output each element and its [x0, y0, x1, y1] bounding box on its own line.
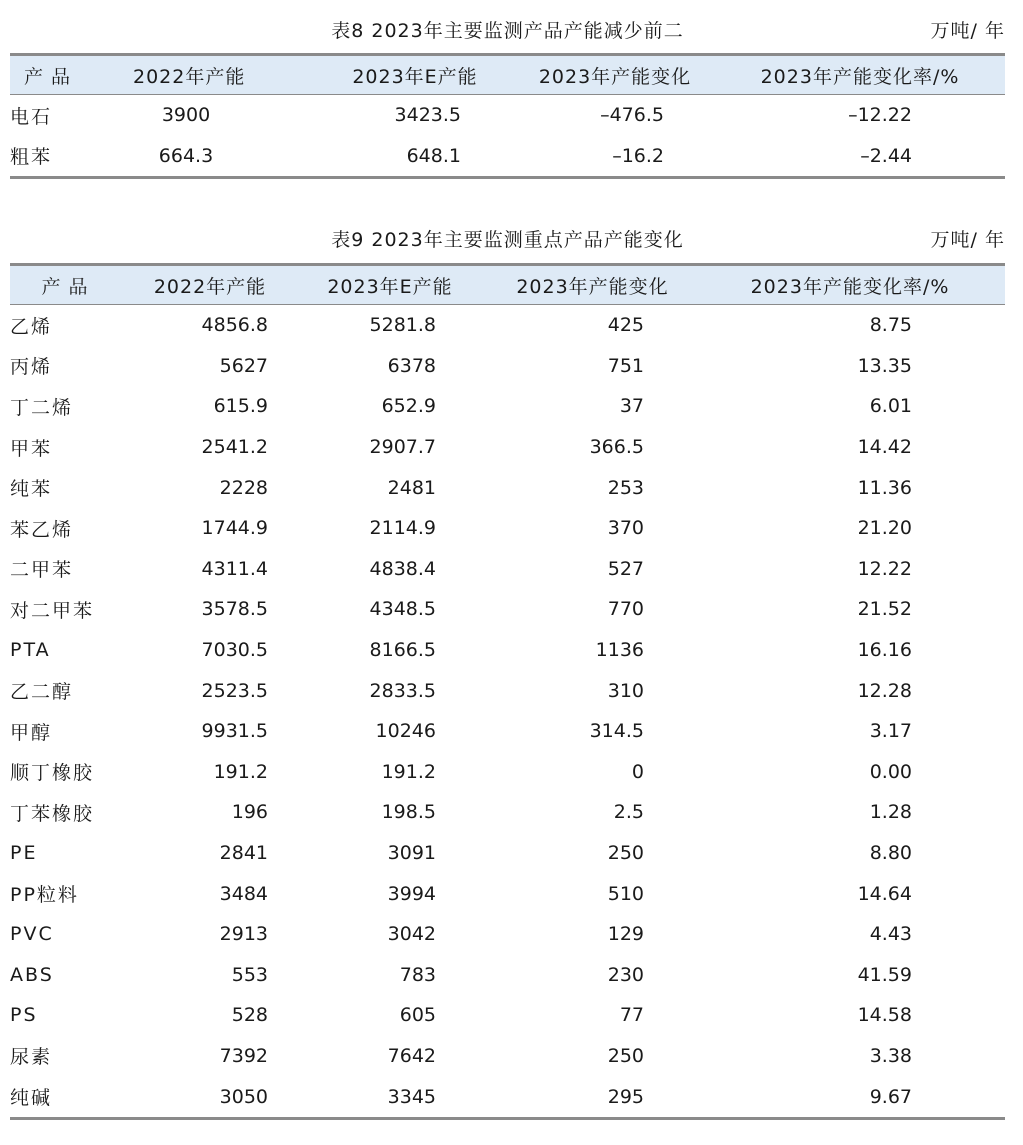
table9-cell-product: 乙二醇 [10, 681, 74, 704]
table8-cell-2023e-capacity: 648.1 [315, 136, 515, 178]
table8-header-product: 产 品 [10, 55, 115, 95]
table9-cell-2022-capacity: 4856.8 [201, 314, 268, 337]
table9-cell-2023e-capacity: 4348.5 [369, 598, 436, 621]
table9-cell-product: 苯乙烯 [10, 518, 74, 541]
table-row [10, 467, 1005, 508]
table9-cell-product: 对二甲苯 [10, 599, 95, 622]
table9-header-rate: 2023年产能变化率/% [695, 265, 1005, 305]
table9-cell-2022-capacity: 2523.5 [201, 679, 268, 702]
table9-cell-capacity-change: 770 [607, 598, 644, 621]
table9-cell-product: 丁二烯 [10, 396, 74, 419]
table-row [10, 873, 1005, 914]
table9-header-row [10, 265, 1005, 305]
table8-cell-product: 粗苯 [10, 136, 115, 178]
table-row [10, 752, 1005, 793]
table9-cell-product: PP粒料 [10, 884, 79, 907]
table-row [10, 914, 1005, 955]
table9-cell-capacity-change: 253 [607, 476, 644, 499]
table9-cell-2022-capacity: 3484 [219, 882, 268, 905]
table9-cell-capacity-change: 425 [607, 314, 644, 337]
table9-cell-2023e-capacity: 6378 [387, 354, 436, 377]
table9-header-2022: 2022年产能 [130, 265, 290, 305]
table9-cell-capacity-change: 0 [631, 760, 644, 783]
table9-cell-2023e-capacity: 3091 [387, 842, 436, 865]
table9-cell-change-rate: 12.22 [857, 557, 912, 580]
table9-cell-2023e-capacity: 783 [399, 963, 436, 986]
table-row [10, 955, 1005, 996]
table9-cell-product: 丙烯 [10, 356, 53, 379]
table9-cell-change-rate: 14.58 [857, 1004, 912, 1027]
table9-cell-change-rate: 41.59 [857, 963, 912, 986]
table9-cell-product: PS [10, 1004, 38, 1027]
table9-cell-2022-capacity: 9931.5 [201, 720, 268, 743]
table9-cell-change-rate: 4.43 [869, 923, 912, 946]
table-row [10, 346, 1005, 387]
table-row [10, 1076, 1005, 1118]
table9-cell-change-rate: 1.28 [869, 801, 912, 824]
table-row [10, 508, 1005, 549]
table8-cell-2022-capacity: 3900 [161, 104, 211, 127]
table9-cell-2022-capacity: 2541.2 [201, 436, 268, 459]
table9-cell-change-rate: 16.16 [857, 639, 912, 662]
table9-cell-product: 丁苯橡胶 [10, 802, 95, 825]
table9-caption: 表9 2023年主要监测重点产品产能变化 [331, 229, 684, 251]
table8-header-row [10, 55, 1005, 95]
table-row [10, 792, 1005, 833]
table9-cell-change-rate: 21.52 [857, 598, 912, 621]
table8-cell-2023e-capacity: 3423.5 [394, 104, 461, 127]
table-row [10, 711, 1005, 752]
table8-cell-product: 电石 [10, 105, 53, 128]
table9-cell-2023e-capacity: 2481 [387, 476, 436, 499]
table9-header-product: 产 品 [10, 265, 130, 305]
table9-cell-2022-capacity: 553 [231, 963, 268, 986]
table9-cell-2023e-capacity: 4838.4 [369, 557, 436, 580]
table9-cell-change-rate: 6.01 [869, 395, 912, 418]
table9-cell-2022-capacity: 2841 [219, 842, 268, 865]
table9-cell-2022-capacity: 3578.5 [201, 598, 268, 621]
table9-cell-change-rate: 3.38 [869, 1044, 912, 1067]
table9-cell-change-rate: 8.75 [869, 314, 912, 337]
table9-cell-2022-capacity: 191.2 [213, 760, 268, 783]
table9-header-change: 2023年产能变化 [490, 265, 695, 305]
table9-cell-change-rate: 8.80 [869, 842, 912, 865]
table8-cell-2022-capacity: 664.3 [115, 136, 315, 178]
table9-cell-capacity-change: 310 [607, 679, 644, 702]
table9-caption-row [10, 226, 1005, 254]
table9-cell-2023e-capacity: 2114.9 [369, 517, 436, 540]
table9-cell-product: 甲醇 [10, 721, 53, 744]
table-row [10, 549, 1005, 590]
table9-cell-capacity-change: 751 [607, 354, 644, 377]
table8-header-rate: 2023年产能变化率/% [715, 55, 1005, 95]
table9-cell-2022-capacity: 4311.4 [201, 557, 268, 580]
table9-cell-product: 顺丁橡胶 [10, 762, 95, 785]
table8 [10, 53, 1005, 179]
table9-cell-change-rate: 3.17 [869, 720, 912, 743]
table9-cell-2022-capacity: 7392 [219, 1044, 268, 1067]
table9-cell-product: PVC [10, 923, 54, 946]
table9-cell-2023e-capacity: 652.9 [381, 395, 436, 418]
table9-cell-2022-capacity: 528 [231, 1004, 268, 1027]
table8-caption-row [10, 17, 1005, 45]
table8-unit: 万吨/ 年 [930, 20, 1005, 42]
table9-cell-change-rate: 13.35 [857, 354, 912, 377]
table9-cell-capacity-change: 370 [607, 517, 644, 540]
table8-header-change: 2023年产能变化 [515, 55, 715, 95]
table9-cell-2023e-capacity: 198.5 [381, 801, 436, 824]
table9-cell-2023e-capacity: 8166.5 [369, 639, 436, 662]
table9-cell-2023e-capacity: 605 [399, 1004, 436, 1027]
table-row [10, 833, 1005, 874]
table9-cell-capacity-change: 295 [490, 1076, 695, 1118]
table9-cell-capacity-change: 129 [607, 923, 644, 946]
table9-cell-2022-capacity: 5627 [219, 354, 268, 377]
table9-cell-2023e-capacity: 191.2 [381, 760, 436, 783]
table9-cell-2023e-capacity: 3994 [387, 882, 436, 905]
table8-cell-change-rate: –12.22 [848, 104, 912, 127]
table8-cell-capacity-change: –476.5 [600, 104, 664, 127]
table9-cell-2023e-capacity: 2907.7 [369, 436, 436, 459]
table9-cell-product: 二甲苯 [10, 559, 74, 582]
table9-cell-2022-capacity: 196 [231, 801, 268, 824]
table9-cell-product: PE [10, 842, 38, 865]
table9-cell-capacity-change: 366.5 [589, 436, 644, 459]
table9-cell-2023e-capacity: 10246 [375, 720, 436, 743]
table9-header-2023e: 2023年E产能 [290, 265, 490, 305]
table9-cell-capacity-change: 250 [607, 842, 644, 865]
table9-cell-2022-capacity: 2228 [219, 476, 268, 499]
table9-cell-2023e-capacity: 3345 [290, 1076, 490, 1118]
table-row [10, 386, 1005, 427]
table-row [10, 995, 1005, 1036]
table9-cell-change-rate: 11.36 [857, 476, 912, 499]
table9-cell-capacity-change: 37 [619, 395, 644, 418]
table9-cell-product: 乙烯 [10, 315, 53, 338]
table9-cell-2023e-capacity: 5281.8 [369, 314, 436, 337]
table9-cell-change-rate: 14.64 [857, 882, 912, 905]
table9-cell-capacity-change: 1136 [595, 639, 644, 662]
table9-cell-product: 纯碱 [10, 1076, 130, 1118]
table-row [10, 427, 1005, 468]
table9-cell-change-rate: 21.20 [857, 517, 912, 540]
table9-cell-product: PTA [10, 639, 51, 662]
table9-cell-2022-capacity: 2913 [219, 923, 268, 946]
table-row [10, 630, 1005, 671]
table8-header-2023e: 2023年E产能 [315, 55, 515, 95]
table9-cell-change-rate: 12.28 [857, 679, 912, 702]
table9-cell-change-rate: 0.00 [869, 760, 912, 783]
table-row [10, 136, 1005, 178]
table-row [10, 589, 1005, 630]
table9-cell-product: ABS [10, 963, 54, 986]
table8-header-2022: 2022年产能 [115, 55, 315, 95]
table9-cell-2022-capacity: 7030.5 [201, 639, 268, 662]
table9-cell-2022-capacity: 3050 [130, 1076, 290, 1118]
table9-cell-product: 甲苯 [10, 437, 53, 460]
table9-cell-capacity-change: 527 [607, 557, 644, 580]
table-row [10, 95, 1005, 136]
table9-cell-2023e-capacity: 3042 [387, 923, 436, 946]
table8-caption: 表8 2023年主要监测产品产能减少前二 [331, 20, 684, 42]
table9-cell-capacity-change: 230 [607, 963, 644, 986]
table9-cell-capacity-change: 314.5 [589, 720, 644, 743]
table9-cell-capacity-change: 250 [607, 1044, 644, 1067]
table9-cell-product: 尿素 [10, 1046, 53, 1069]
table9-unit: 万吨/ 年 [930, 229, 1005, 251]
table9-cell-2022-capacity: 1744.9 [201, 517, 268, 540]
table9-cell-2022-capacity: 615.9 [213, 395, 268, 418]
table8-cell-change-rate: –2.44 [715, 136, 1005, 178]
table9-cell-capacity-change: 77 [619, 1004, 644, 1027]
table-row [10, 305, 1005, 346]
table9-cell-2023e-capacity: 2833.5 [369, 679, 436, 702]
table-row [10, 1036, 1005, 1077]
table9 [10, 263, 1005, 1120]
table8-cell-capacity-change: –16.2 [515, 136, 715, 178]
table9-cell-change-rate: 14.42 [857, 436, 912, 459]
table9-cell-capacity-change: 510 [607, 882, 644, 905]
table-row [10, 670, 1005, 711]
table9-cell-capacity-change: 2.5 [613, 801, 644, 824]
table9-cell-product: 纯苯 [10, 478, 53, 501]
table9-cell-change-rate: 9.67 [695, 1076, 1005, 1118]
table9-cell-2023e-capacity: 7642 [387, 1044, 436, 1067]
